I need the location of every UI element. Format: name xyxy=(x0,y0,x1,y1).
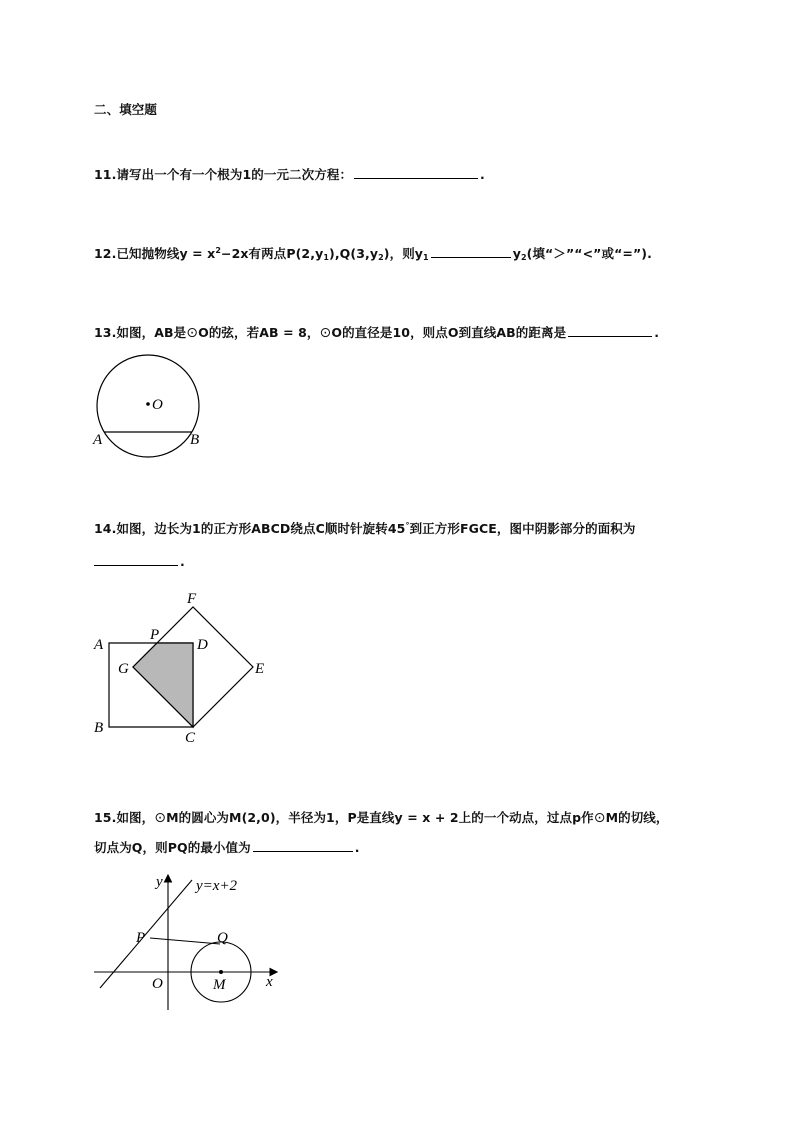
question-12 xyxy=(94,244,652,262)
q14-label-p: P xyxy=(150,627,160,643)
q14-label-a: A xyxy=(94,637,104,653)
question-15 xyxy=(94,808,669,826)
q13-label-a: A xyxy=(93,432,103,448)
q11-text: 11.请写出一个有一个根为1的一元二次方程： xyxy=(94,167,353,182)
q13-label-b: B xyxy=(190,432,200,448)
q14-shaded-region xyxy=(133,643,193,727)
q15-segment-pq xyxy=(150,938,220,944)
q14-label-b: B xyxy=(94,720,104,736)
q13-figure xyxy=(90,348,210,458)
circle-symbol-icon: ⊙ xyxy=(593,810,606,826)
q14-label-f: F xyxy=(187,591,197,607)
q14-label-c: C xyxy=(185,730,196,746)
question-14-line2 xyxy=(94,553,185,569)
q15-text-b: M的圆心为M(2,0)，半径为1，P是直线y = x + 2上的一个动点，过点p作 xyxy=(166,810,594,825)
q13-label-o: O xyxy=(152,397,163,413)
circle-symbol-icon: ⊙ xyxy=(319,325,332,341)
q14-text-b: 到正方形FGCE，图中阴影部分的面积为 xyxy=(409,521,636,536)
q14-degree: ° xyxy=(405,521,410,530)
q15-center-dot xyxy=(219,970,223,974)
q15-label-o: O xyxy=(152,976,163,992)
q12-sup: 2 xyxy=(215,246,222,255)
q15-answer-blank[interactable] xyxy=(253,839,353,852)
q12-text-d: )，则y xyxy=(383,246,424,261)
q11-answer-blank[interactable] xyxy=(354,166,478,179)
q15-label-line: y=x+2 xyxy=(196,878,238,894)
q15-end: . xyxy=(354,840,360,855)
q12-text-c: ),Q(3,y xyxy=(329,246,379,261)
circle-symbol-icon: ⊙ xyxy=(154,810,167,826)
q13-center-dot xyxy=(146,402,150,406)
q14-label-g: G xyxy=(118,661,129,677)
question-11 xyxy=(94,165,485,183)
q12-text-a: 12.已知抛物线y = x xyxy=(94,246,216,261)
q15-line2: 切点为Q，则PQ的最小值为 xyxy=(94,840,251,855)
section-title: 二、填空题 xyxy=(94,102,158,117)
q12-text-e: (填“＞”“<”或“=”). xyxy=(526,246,652,261)
q12-answer-blank[interactable] xyxy=(431,245,511,258)
q13-text-c: O的直径是10，则点O到直线AB的距离是 xyxy=(331,325,567,340)
q12-sub2: 2 xyxy=(378,253,384,262)
question-15-line2 xyxy=(94,838,360,856)
q13-circle xyxy=(97,355,199,457)
q14-text-a: 14.如图，边长为1的正方形ABCD绕点C顺时针旋转45 xyxy=(94,521,406,536)
q13-end: . xyxy=(654,325,660,340)
q15-label-m: M xyxy=(213,977,226,993)
q15-text-a: 15.如图， xyxy=(94,810,155,825)
q15-label-x: x xyxy=(266,974,273,990)
q14-end: . xyxy=(180,554,185,569)
question-13 xyxy=(94,323,659,341)
q11-end: . xyxy=(480,167,485,182)
q14-answer-blank[interactable] xyxy=(94,553,178,566)
q13-text-b: O的弦，若AB = 8， xyxy=(198,325,320,340)
q12-sub3: 1 xyxy=(423,253,429,262)
q14-figure xyxy=(90,588,280,748)
question-14 xyxy=(94,519,636,537)
q15-text-c: M的切线， xyxy=(605,810,669,825)
q13-answer-blank[interactable] xyxy=(568,324,652,337)
q15-label-y: y xyxy=(156,874,163,890)
q14-label-e: E xyxy=(255,661,265,677)
q13-text-a: 13.如图，AB是 xyxy=(94,325,187,340)
q15-label-q: Q xyxy=(217,930,228,946)
q12-sub1: 1 xyxy=(323,253,329,262)
q12-sub4: 2 xyxy=(520,253,527,262)
q14-label-d: D xyxy=(197,637,208,653)
q12-text-b: −2x有两点P(2,y xyxy=(221,246,324,261)
q12-y2: $y_2$ xyxy=(512,246,527,262)
q15-label-p: P xyxy=(136,930,146,946)
circle-symbol-icon: ⊙ xyxy=(186,325,199,341)
q15-figure xyxy=(90,870,290,1015)
